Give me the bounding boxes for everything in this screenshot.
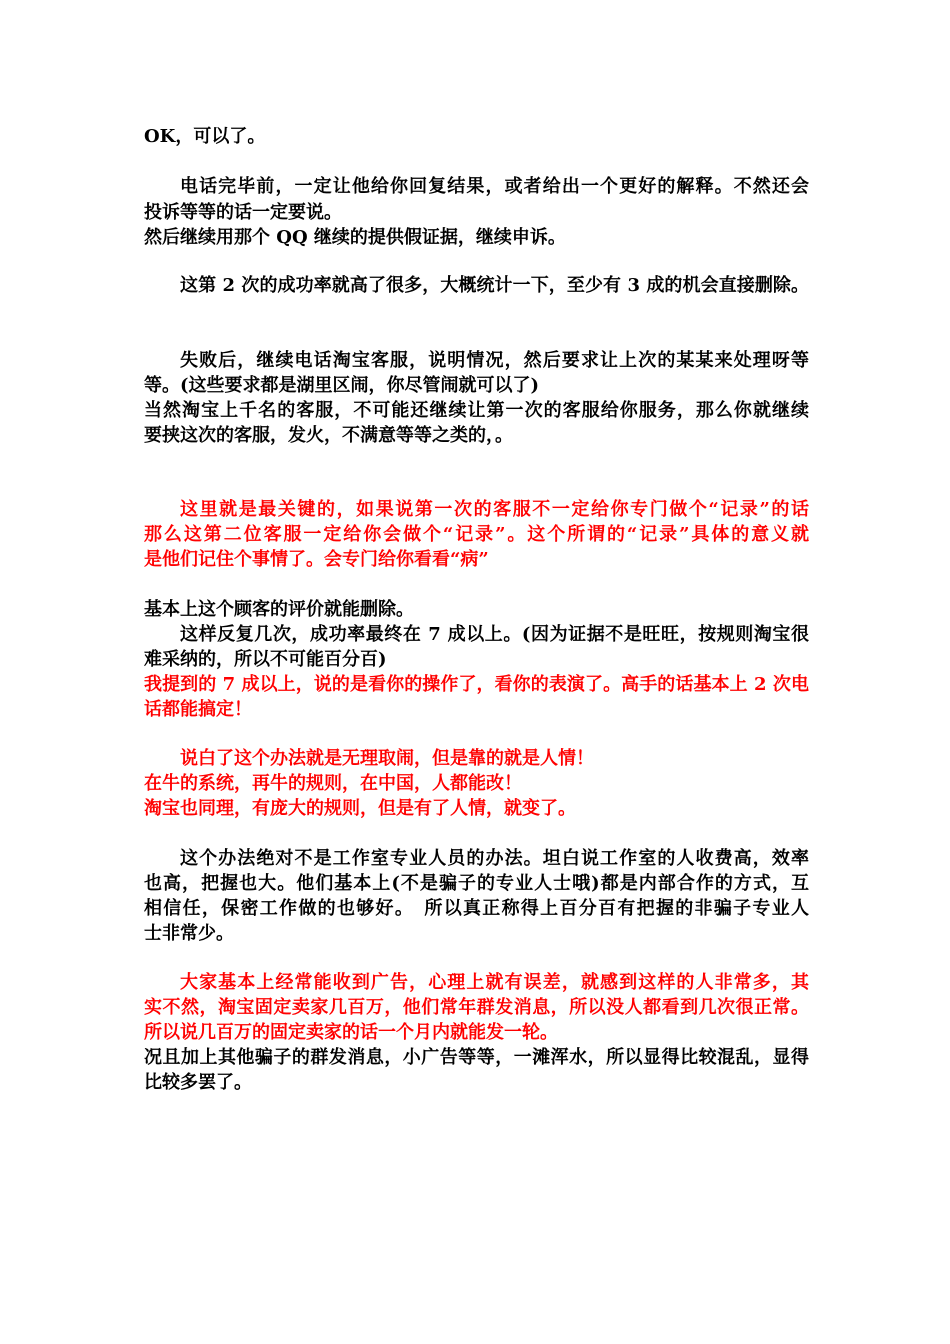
text-line: 这第 2 次的成功率就高了很多，大概统计一下，至少有 3 成的机会直接删除。 [180, 275, 809, 296]
text-line: 基本上这个顾客的评价就能删除。 [144, 599, 414, 620]
text-line: 然后继续用那个 QQ 继续的提供假证据，继续申诉。 [144, 227, 566, 248]
text-line: 等。(这些要求都是湖里区闹，你尽管闹就可以了) [144, 375, 540, 396]
highlight-line: 淘宝也同理，有庞大的规则，但是有了人情，就变了。 [144, 798, 576, 819]
text-line: 这样反复几次，成功率最终在 7 成以上。(因为证据不是旺旺，按规则淘宝很 [180, 624, 809, 645]
text-line: 比较多罢了。 [144, 1072, 252, 1093]
text-line: 难采纳的，所以不可能百分百) [144, 649, 387, 670]
text-line: 电话完毕前，一定让他给你回复结果，或者给出一个更好的解释。不然还会 [180, 176, 809, 197]
text-line: 这个办法绝对不是工作室专业人员的办法。坦白说工作室的人收费高，效率 [180, 848, 809, 869]
highlight-line: 话都能搞定！ [144, 699, 252, 720]
highlight-line: 大家基本上经常能收到广告，心理上就有误差，就感到这样的人非常多，其 [180, 972, 809, 993]
text-line: 当然淘宝上千名的客服，不可能还继续让第一次的客服给你服务，那么你就继续 [144, 400, 809, 421]
highlight-line: 实不然，淘宝固定卖家几百万，他们常年群发消息，所以没人都看到几次很正常。 [144, 997, 809, 1018]
text-line: 失败后，继续电话淘宝客服，说明情况，然后要求让上次的某某来处理呀等 [180, 350, 809, 371]
highlight-line: 这里就是最关键的，如果说第一次的客服不一定给你专门做个“记录”的话 [180, 499, 809, 520]
highlight-line: 说白了这个办法就是无理取闹，但是靠的就是人情！ [180, 748, 594, 769]
text-line: 相信任，保密工作做的也够好。 所以真正称得上百分百有把握的非骗子专业人 [144, 898, 809, 919]
text-line: 投诉等等的话一定要说。 [144, 202, 342, 223]
text-line: OK，可以了。 [144, 126, 266, 147]
highlight-line: 那么这第二位客服一定给你会做个“记录”。这个所谓的“记录”具体的意义就 [144, 524, 809, 545]
text-line: 况且加上其他骗子的群发消息，小广告等等，一滩浑水，所以显得比较混乱，显得 [144, 1047, 809, 1068]
text-line: 士非常少。 [144, 923, 234, 944]
text-line: 也高，把握也大。他们基本上(不是骗子的专业人士哦)都是内部合作的方式，互 [144, 873, 809, 894]
highlight-line: 在牛的系统，再牛的规则，在中国，人都能改！ [144, 773, 522, 794]
highlight-line: 所以说几百万的固定卖家的话一个月内就能发一轮。 [144, 1022, 558, 1043]
highlight-line: 我提到的 7 成以上，说的是看你的操作了，看你的表演了。高手的话基本上 2 次电 [144, 674, 809, 695]
highlight-line: 是他们记住个事情了。会专门给你看看“病” [144, 549, 489, 570]
text-line: 要挟这次的客服，发火，不满意等等之类的，。 [144, 425, 513, 446]
